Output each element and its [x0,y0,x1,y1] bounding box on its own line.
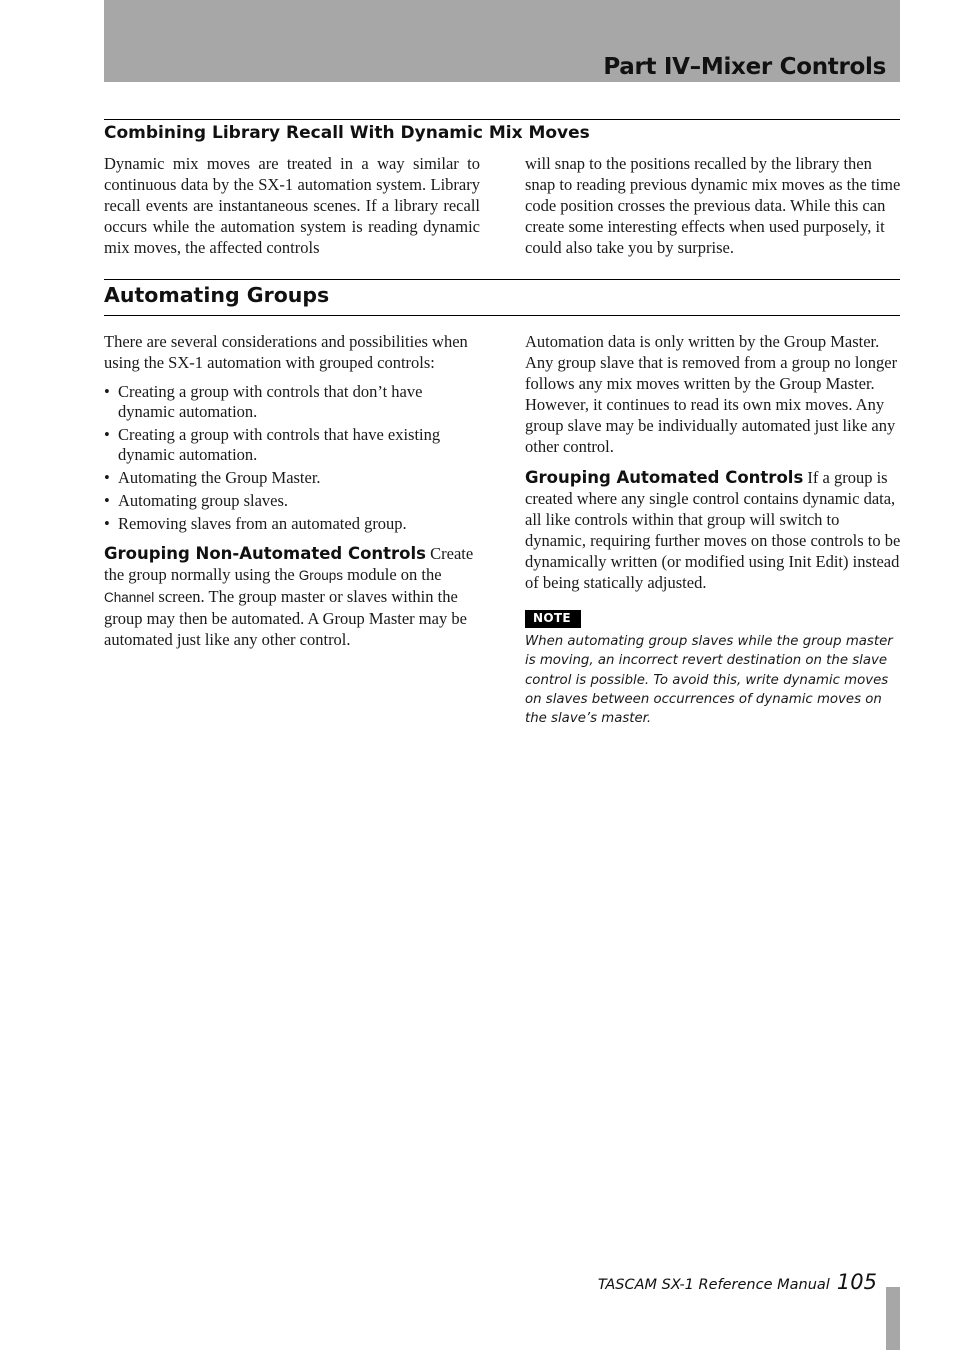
list-item: • Automating the Group Master. [104,468,480,488]
automated-paragraph: Grouping Automated Controls If a group is created where any single control contains dynamic data, all like controls within that group will switch to dynamic, requiring further moves on those controls to be dynamically written (or modified using Init Edit) instead of being statically adjusted. [525,468,901,592]
section-rule [104,119,900,120]
section2-right-column [525,331,901,728]
note-box [525,606,901,728]
section1-paragraph-left: Dynamic mix moves are treated in a way similar to continuous data by the SX-1 automation system. Library recall events are instantaneous scenes. If a library recall occurs while the automation system is reading dynamic mix moves, the affected controls [104,154,480,257]
header-band [104,0,900,82]
non-automated-paragraph: Grouping Non-Automated Controls Create the group normally using the Groups module on the Channel screen. The group master or slaves within the group may then be automated. A Group Master may be automated just like any other control. [104,544,474,649]
note-label: NOTE [525,610,581,628]
subheading-non-automated: Grouping Non-Automated Controls [104,544,426,563]
list-item: • Removing slaves from an automated group. [104,514,480,534]
section-rule [104,315,900,316]
page-number: 105 [836,1270,877,1294]
page-footer [598,1270,877,1294]
section2-intro: There are several considerations and possibilities when using the SX-1 automation with grouped controls: [104,332,468,372]
page-header-title: Part IV–Mixer Controls [603,54,886,80]
list-item: • Creating a group with controls that have existing dynamic automation. [104,425,480,465]
footer-manual-title: TASCAM SX-1 Reference Manual [597,1277,830,1293]
considerations-list [104,382,480,534]
subheading-automated: Grouping Automated Controls [525,468,804,487]
section2-left-column [104,331,480,650]
list-item: • Automating group slaves. [104,491,480,511]
list-item: • Creating a group with controls that don’t have dynamic automation. [104,382,480,422]
section-heading-automating-groups: Automating Groups [104,283,330,307]
term-groups: Groups [298,568,344,583]
section-heading-library-recall: Combining Library Recall With Dynamic Mix Moves [104,123,590,143]
section1-right-column [525,153,901,258]
term-channel: Channel [104,590,155,605]
section1-left-column [104,153,480,258]
group-master-paragraph: Automation data is only written by the Group Master. Any group slave that is removed from a group no longer follows any mix moves written by the Group Master. However, it continues to read its own mix moves. Any group slave may be individually automated just like any other control. [525,332,898,456]
note-text: When automating group slaves while the group master is moving, an incorrect revert destination on the slave control is possible. To avoid this, write dynamic moves on slaves between occurrences of dynamic moves on the slave’s master. [525,634,893,727]
section-rule [104,279,900,280]
section1-paragraph-right: will snap to the positions recalled by the library then snap to reading previous dynamic mix moves as the time code position crosses the previous data. While this can create some interesting effects when used purposely, it could also take you by surprise. [525,154,901,257]
page-edge-tab [886,1287,900,1350]
